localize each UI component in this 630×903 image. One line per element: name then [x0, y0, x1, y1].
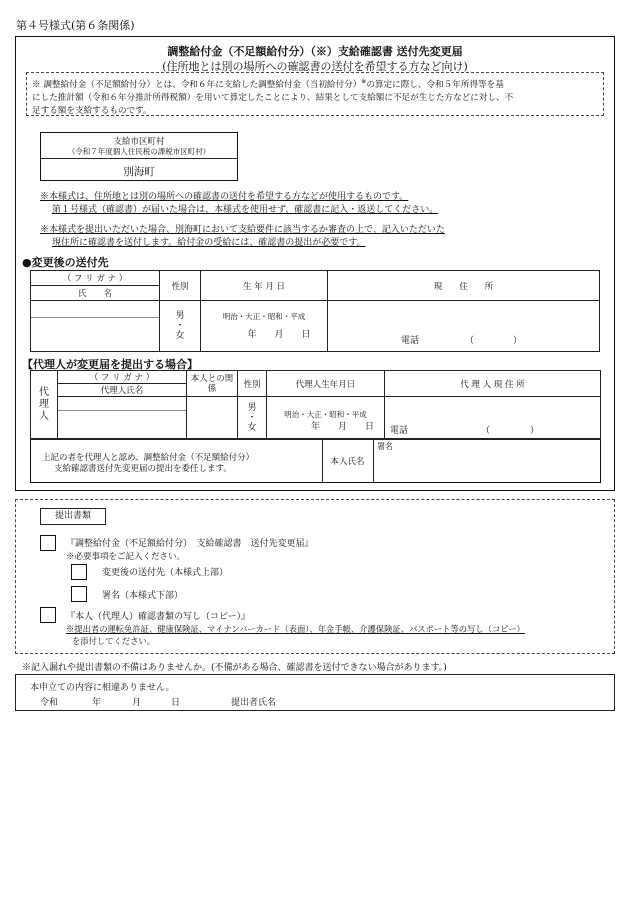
doc-sub-new-address: 変更後の送付先（本様式上部） — [102, 568, 229, 578]
notice-review-line2: 現住所に確認書を送付します。給付金の受給には、確認書の提出が必要です。 — [52, 238, 366, 248]
principal-signature-field[interactable] — [374, 439, 600, 482]
agent-address-header: 代 理 人 現 住 所 — [385, 371, 601, 397]
agent-phone-paren-open: （ — [481, 426, 491, 436]
delegation-line2: 支給確認書送付先変更届の提出を委任します。 — [54, 464, 232, 474]
form-subtitle: (住所地とは別の場所への確認書の送付を希望する方など向け) — [162, 60, 468, 73]
gender-header: 性別 — [160, 271, 201, 301]
notice-usage — [40, 191, 438, 217]
section-new-address-heading: ●変更後の送付先 — [22, 256, 109, 269]
female-option: 女 — [175, 331, 185, 341]
form-title: 調整給付金（不足額給付分）（※）支給確認書 送付先変更届 — [167, 45, 463, 58]
agent-label: 代理人 — [31, 371, 58, 440]
agent-era-options: 明治・大正・昭和・平成 — [284, 410, 367, 419]
documents-heading: 提出書類 — [40, 508, 106, 525]
agent-table — [30, 370, 601, 440]
doc-item-form: 『調整給付金（不足額給付分） 支給確認書 送付先変更届』 — [66, 539, 314, 549]
gender-separator: ・ — [175, 321, 185, 331]
name-input-cell[interactable] — [31, 301, 160, 352]
municipality-header: 支給市区町村 — [113, 137, 165, 147]
declaration-year: 年 — [92, 698, 102, 708]
address-input[interactable] — [328, 301, 600, 352]
notice-review-line1: ※本様式を提出いただいた場合、別海町において支給要件に該当するか審査の上で、記入いただいた — [40, 225, 445, 235]
relation-header: 本人との関係 — [187, 371, 238, 397]
new-address-table — [30, 270, 600, 352]
declaration-era: 令和 — [40, 698, 59, 708]
checkbox-new-address[interactable] — [71, 564, 87, 580]
checkbox-id-copy[interactable] — [40, 607, 56, 623]
note-line1: ※ 調整給付金（不足額給付分）とは、令和６年に支給した調整給付金（当初給付分） — [32, 79, 362, 90]
principal-name-label: 本人氏名 — [330, 457, 365, 467]
notice-usage-line2: 第１号様式（確認書）が届いた場合は、本様式を使用せず、確認書に記入・返送してください。 — [52, 205, 439, 215]
notice-review — [40, 224, 445, 250]
agent-name-input[interactable] — [58, 397, 187, 440]
phone-paren-close: ） — [513, 336, 523, 346]
notice-usage-line1: ※本様式は、住所地とは別の場所への確認書の送付を希望する方などが使用するものです。 — [40, 192, 409, 202]
signature-label: 署名 — [377, 442, 393, 451]
era-options: 明治・大正・昭和・平成 — [222, 312, 306, 321]
doc-item-id-copy-note2: を添付してください。 — [72, 636, 155, 646]
agent-phone-label: 電話 — [390, 426, 409, 436]
agent-male-option: 男 — [247, 403, 257, 413]
municipality-name: 別海町 — [123, 166, 155, 178]
submitter-name-label: 提出者氏名 — [231, 698, 277, 708]
relation-input[interactable] — [187, 397, 238, 440]
ymd-labels: 年 月 日 — [247, 330, 311, 340]
agent-female-option: 女 — [247, 423, 257, 433]
submitter-name-field[interactable] — [285, 693, 605, 708]
checkbox-form[interactable] — [40, 535, 56, 551]
note-line3: 足する額を支給するものです。 — [32, 105, 152, 116]
birthdate-header: 生 年 月 日 — [201, 271, 328, 301]
agent-name-header: 代理人氏名 — [58, 384, 187, 397]
phone-paren-open: （ — [465, 336, 475, 346]
checkbox-signature[interactable] — [71, 586, 87, 602]
male-option: 男 — [175, 311, 185, 321]
doc-sub-signature: 署名（本様式下部） — [102, 591, 184, 601]
doc-item-id-copy: 『本人（代理人）確認書類の写し（コピー）』 — [66, 612, 251, 622]
note-line1b: の算定に際し、令和５年所得等を基 — [366, 79, 504, 90]
birthdate-input[interactable] — [201, 301, 328, 352]
phone-label: 電話 — [401, 336, 420, 346]
agent-birthdate-input[interactable] — [267, 397, 385, 440]
agent-birthdate-header: 代理人生年月日 — [267, 371, 385, 397]
explanation-note-box — [26, 72, 604, 116]
declaration-day: 日 — [171, 698, 181, 708]
note-sup: ※ — [361, 78, 367, 85]
agent-address-input[interactable] — [385, 397, 601, 440]
delegation-line1: 上記の者を代理人と認め、調整給付金（不足額給付分） — [42, 453, 255, 463]
agent-ymd-labels: 年 月 日 — [310, 422, 374, 432]
agent-gender-header: 性別 — [238, 371, 267, 397]
address-header: 現 住 所 — [328, 271, 600, 301]
furigana-header: （ フ リ ガ ナ ） — [31, 271, 160, 286]
declaration-month: 月 — [132, 698, 142, 708]
form-number: 第４号様式(第６条関係) — [16, 19, 135, 32]
gender-choice[interactable] — [160, 301, 201, 352]
agent-gender-separator: ・ — [247, 413, 257, 423]
delegation-text — [42, 453, 254, 475]
municipality-box — [40, 132, 238, 181]
doc-item-form-note: ※必要事項をご記入ください。 — [66, 552, 186, 562]
agent-furigana-header: （ フ リ ガ ナ ） — [58, 371, 187, 384]
agent-gender-choice[interactable] — [238, 397, 267, 440]
doc-item-id-copy-note1: ※提出者の運転免許証、健康保険証、マイナンバーカード（表面）、年金手帳、介護保険証、パスポート等の写し（コピー） — [66, 624, 525, 634]
declaration-text: 本申立ての内容に相違ありません。 — [30, 683, 175, 693]
name-header: 氏 名 — [31, 286, 160, 301]
completeness-note: ※記入漏れや提出書類の不備はありませんか。(不備がある場合、確認書を送付できない場合があります。) — [22, 663, 447, 673]
agent-phone-paren-close: ） — [530, 426, 540, 436]
section-agent-heading: 【代理人が変更届を提出する場合】 — [22, 358, 198, 371]
municipality-subheader: （令和７年度個人住民税の課税市区町村） — [67, 147, 211, 156]
note-line2: にした推計額（令和６年分推計所得税額）を用いて算定したことにより、結果として支給額に不足が生じた方などに対し、不 — [32, 92, 514, 103]
